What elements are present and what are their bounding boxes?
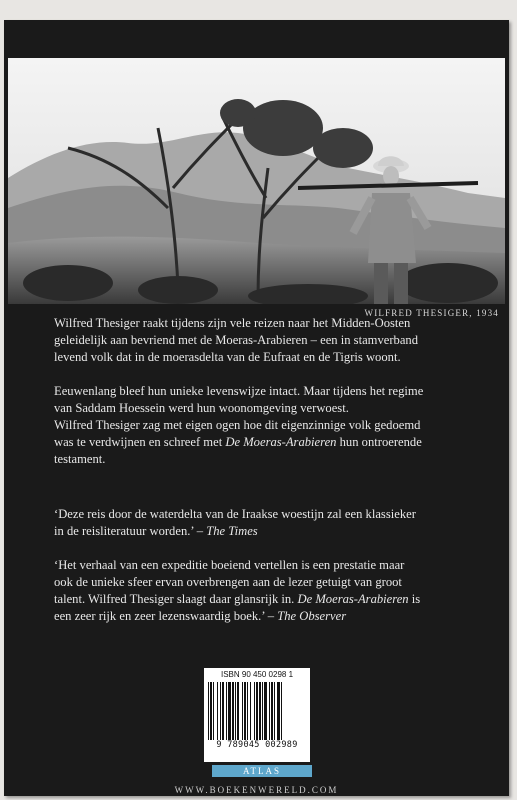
barcode-bar (244, 682, 246, 740)
text-line (54, 591, 474, 608)
cover-photo (8, 58, 505, 304)
text-segment: is (408, 592, 421, 606)
text-line: van Saddam Hoessein werd hun woonomgeving verwoest. (54, 401, 349, 415)
website-url: WWW.BOEKENWERELD.COM (174, 785, 339, 795)
barcode-bars (208, 682, 306, 740)
description-paragraph-2 (54, 383, 474, 468)
barcode-bar (228, 682, 231, 740)
barcode-bar (271, 682, 273, 740)
barcode-bar (259, 682, 261, 740)
barcode-bar (256, 682, 258, 740)
barcode-bar (232, 682, 234, 740)
barcode-bar (213, 682, 214, 740)
quote-source: The Observer (277, 609, 347, 623)
barcode-bar (277, 682, 280, 740)
text-line (54, 434, 474, 451)
barcode-bar (237, 682, 239, 740)
text-line: levend volk dat in de moerasdelta van de Eufraat en de Tigris woont. (54, 350, 401, 364)
book-title: De Moeras-Arabieren (225, 435, 337, 449)
text-line (54, 608, 474, 625)
text-line: testament. (54, 452, 106, 466)
quote-source: The Times (206, 524, 258, 538)
barcode-bar (281, 682, 282, 740)
publisher-band: ATLAS (212, 765, 312, 777)
back-cover (4, 20, 509, 796)
review-quote-times (54, 506, 474, 540)
text-line: ‘Het verhaal van een expeditie boeiend vertellen is een prestatie maar (54, 558, 405, 572)
review-quote-observer (54, 557, 474, 625)
book-title: De Moeras-Arabieren (297, 592, 409, 606)
barcode (204, 668, 310, 762)
text-line: ook de unieke sfeer ervan overbrengen aan de lezer getuigt van groot (54, 575, 402, 589)
text-line: Eeuwenlang bleef hun unieke levenswijze intact. Maar tijdens het regime (54, 384, 424, 398)
barcode-bar (208, 682, 209, 740)
barcode-bar (235, 682, 236, 740)
text-line: ‘Deze reis door de waterdelta van de Iraakse woestijn zal een klassieker (54, 507, 416, 521)
barcode-bar (222, 682, 224, 740)
barcode-bar (210, 682, 212, 740)
barcode-bar (262, 682, 263, 740)
text-segment: talent. Wilfred Thesiger slaagt daar glansrijk in. (54, 592, 298, 606)
text-line: geleidelijk aan bevriend met de Moeras-Arabieren – een in stamverband (54, 333, 419, 347)
barcode-bar (226, 682, 227, 740)
text-segment: hun ontroerende (336, 435, 422, 449)
barcode-bar (254, 682, 255, 740)
barcode-bar (264, 682, 267, 740)
barcode-bar (247, 682, 248, 740)
photo-caption: WILFRED THESIGER, 1934 (364, 308, 499, 318)
barcode-bar (274, 682, 275, 740)
text-line: Wilfred Thesiger raakt tijdens zijn vele reizen naar het Midden-Oosten (54, 316, 411, 330)
barcode-bar (242, 682, 243, 740)
description-paragraph-1 (54, 315, 474, 366)
barcode-bar (217, 682, 218, 740)
text-line: Wilfred Thesiger zag met eigen ogen hoe dit eigenzinnige volk gedoemd (54, 418, 421, 432)
barcode-bar (220, 682, 221, 740)
barcode-bar (269, 682, 270, 740)
text-line (54, 523, 474, 540)
barcode-bar (250, 682, 251, 740)
barcode-digits: 9 789045 002989 (216, 740, 298, 750)
photo-illustration (8, 58, 505, 304)
text-segment: een zeer rijk en zeer lezenswaardig boek.’ – (54, 609, 278, 623)
isbn-number: ISBN 90 450 0298 1 (220, 670, 294, 679)
text-segment: was te verdwijnen en schreef met (54, 435, 223, 449)
text-segment: in de reisliteratuur worden.’ – (54, 524, 207, 538)
